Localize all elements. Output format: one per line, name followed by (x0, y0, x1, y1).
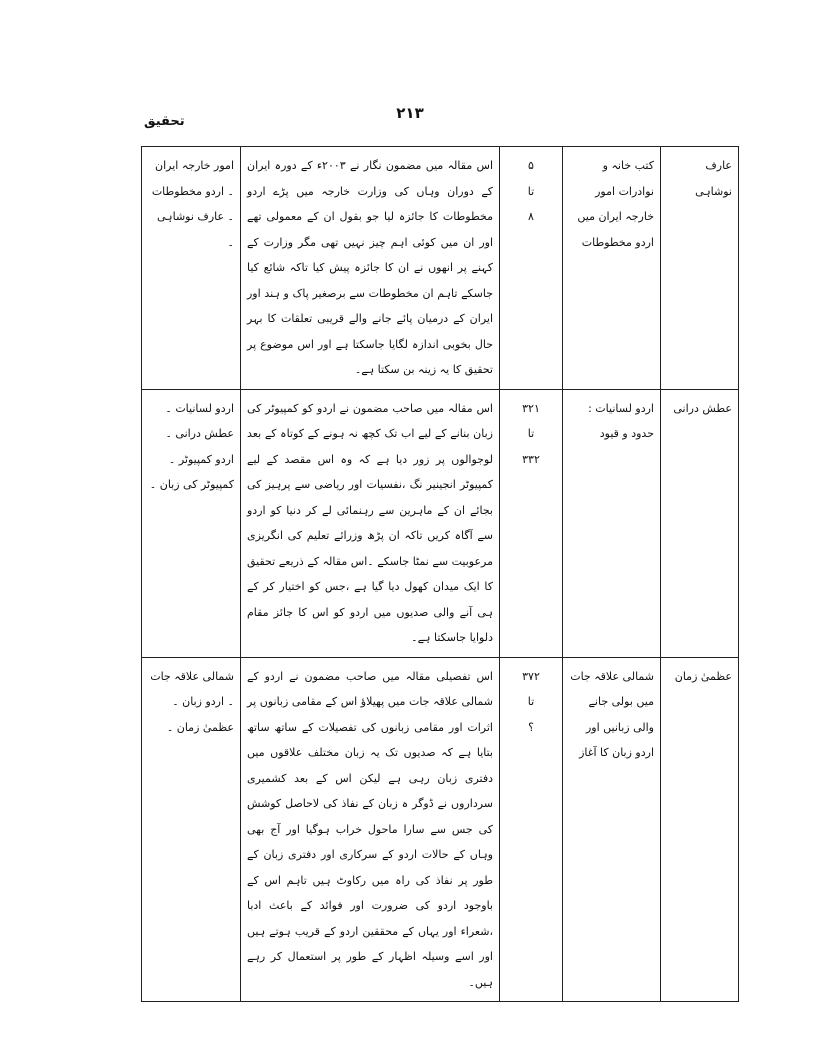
page-number: ۲۱۳ (396, 104, 424, 122)
page-end: ۳۳۲ (522, 452, 540, 466)
table-row (142, 389, 739, 657)
title-cell: کتب خانہ و نوادرات امور خارجہ ایران میں اردو مخطوطات (563, 147, 661, 390)
title-cell: اردو لسانیات : حدود و قیود (563, 389, 661, 657)
author-cell: عطش درانی (661, 389, 739, 657)
page-start: ۳۲۱ (522, 401, 540, 415)
articles-table (141, 146, 739, 1002)
summary-cell: اس مقالہ میں مضمون نگار نے ۲۰۰۳ء کے دورہ ایران کے دوران وہاں کی وزارت خارجہ میں پڑے اردو مخطوطات کا جائزہ لیا جو بقول ان کے معمولی تھے اور ان میں کوئی اہم چیز نہیں تھی مگر وزارت کے کہنے پر انھوں نے ان کا جائزہ پیش کیا تاکہ شائع کیا جاسکے تاہم ان مخطوطات سے برصغیر پاک و ہند اور ایران کے درمیان پائے جانے والے قریبی تعلقات کا بہر حال بخوبی اندازہ لگایا جاسکتا ہے اور اس موضوع پر تحقیق کا یہ زینہ بن سکتا ہے۔ (241, 147, 500, 390)
keywords-cell: اردو لسانیات ۔عطش درانی ۔اردو کمپیوٹر ۔ کمپیوٹر کی زبان ۔ (142, 389, 241, 657)
summary-cell: اس تفصیلی مقالہ میں صاحب مضمون نے اردو کے شمالی علاقہ جات میں پھیلاؤ اس کے مقامی زبانوں پر اثرات اور مقامی زبانوں کی تفصیلات کے ساتھ ساتھ بتایا ہے کہ صدیوں تک یہ زبان مختلف علاقوں میں دفتری زبان رہی ہے لیکن اس کے بعد کشمیری سرداروں نے ڈوگر ہ زبان کے نفاذ کی لاحاصل کوشش کی جس سے سارا ماحول خراب ہوگیا اور آج بھی وہاں کے حالات اردو کے سرکاری اور دفتری زبان کے طور پر نفاذ کی راہ میں رکاوٹ ہیں تاہم اس کے باوجود اردو کی ضرورت اور فوائد کے باعث ادبا ،شعراء اور یہاں کے محققین اردو کے قریب ہوتے ہیں اور اسے وسیلہ اظہار کے طور پر استعمال کر رہے ہیں۔ (241, 657, 500, 1002)
pages-cell (500, 147, 563, 390)
keywords-cell: شمالی علاقہ جات ۔ اردو زبان ۔عظمیٰ زمان ۔ (142, 657, 241, 1002)
page-range-word: تا (527, 427, 535, 440)
pages-cell (500, 389, 563, 657)
page-end: ۸ (528, 210, 534, 223)
journal-name: تحقیق (144, 114, 185, 129)
page-start: ۳۷۲ (522, 669, 540, 683)
page-range-word: تا (527, 695, 535, 708)
page-range-word: تا (527, 184, 535, 198)
table-row (142, 147, 739, 390)
author-cell: عظمیٰ زمان (661, 657, 739, 1002)
page-start: ۵ (528, 159, 534, 172)
page-end: ؟ (528, 720, 534, 734)
title-cell: شمالی علاقہ جات میں بولی جانے والی زبانیں اور اردو زبان کا آغاز (563, 657, 661, 1002)
author-cell: عارف نوشاہی (661, 147, 739, 390)
keywords-cell: امور خارجہ ایران ۔ اردو مخطوطات ۔ عارف نوشاہی ۔ (142, 147, 241, 390)
table-row (142, 657, 739, 1002)
pages-cell (500, 657, 563, 1002)
summary-cell: اس مقالہ میں صاحب مضمون نے اردو کو کمپیوٹر کی زبان بنانے کے لیے اب تک کچھ نہ ہونے کے کوتاہ کے بعد لوجوالوں پر زور دیا ہے کہ وہ اس مقصد کے لیے کمپیوٹر انجینیر نگ ،نفسیات اور ریاضی سے پرہیز کی بجائے ان کے ماہرین سے رہنمائی لے کر دنیا کو اردو سے آگاہ کریں تاکہ ان پڑھ وزرائے تعلیم کی انگریزی مرعوبیت سے نمٹا جاسکے ۔اس مقالہ کے ذریعے تحقیق کا ایک میدان کھول دیا گیا ہے ،جس کو اختیار کر کے ہی آنے والی صدیوں میں اردو کو اس کا جائز مقام دلوایا جاسکتا ہے۔ (241, 389, 500, 657)
